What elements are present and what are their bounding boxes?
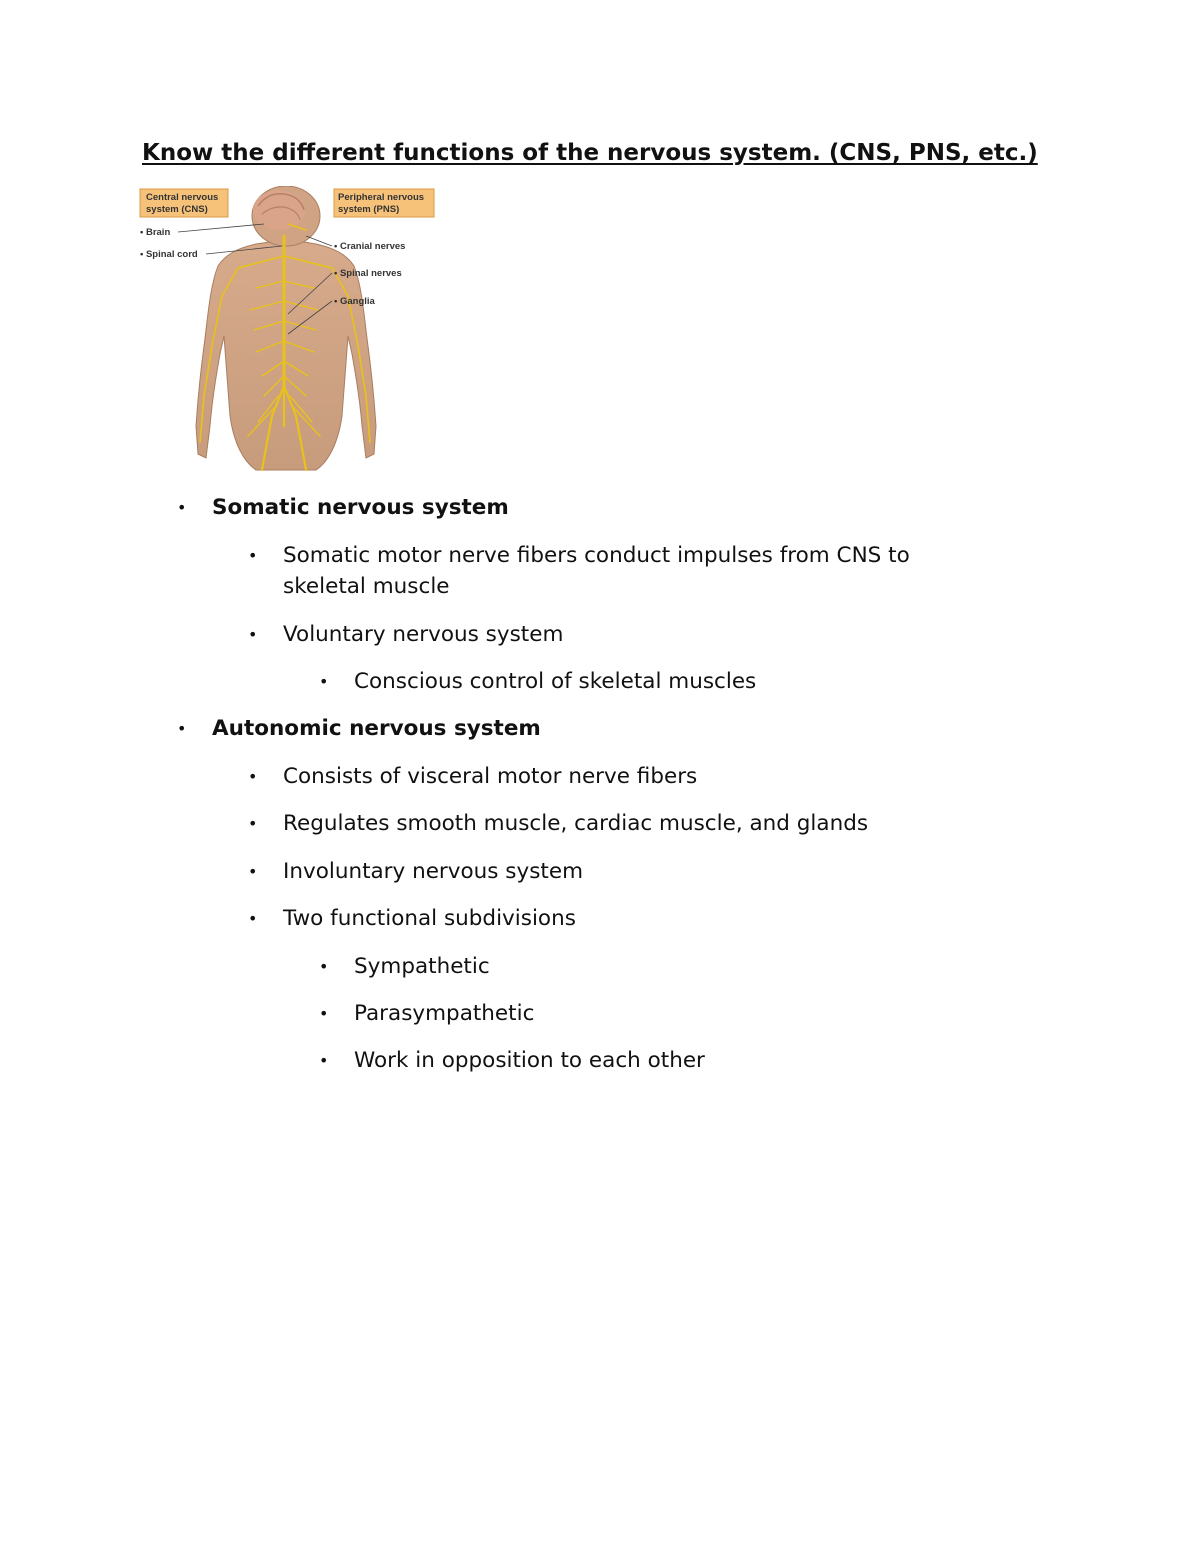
list-item bbox=[248, 856, 584, 887]
bullet: • bbox=[248, 625, 258, 644]
autonomic-point-2: Regulates smooth muscle, cardiac muscle, and glands bbox=[283, 811, 869, 836]
list-item-continuation bbox=[283, 571, 450, 602]
list-item bbox=[248, 619, 564, 650]
list-item bbox=[248, 903, 576, 934]
bullet: • bbox=[319, 672, 329, 691]
somatic-heading-item bbox=[177, 492, 509, 523]
autonomic-point-1: Consists of visceral motor nerve fibers bbox=[283, 764, 698, 789]
autonomic-sub-3: Work in opposition to each other bbox=[354, 1048, 705, 1073]
autonomic-title: Autonomic nervous system bbox=[212, 716, 541, 741]
somatic-title: Somatic nervous system bbox=[212, 495, 509, 520]
cns-box-line-1: Central nervous bbox=[146, 192, 219, 203]
bullet: • bbox=[248, 814, 258, 833]
somatic-point-1-line-1: Somatic motor nerve fibers conduct impulses from CNS to bbox=[283, 543, 910, 568]
bullet: • bbox=[177, 498, 187, 517]
autonomic-point-3: Involuntary nervous system bbox=[283, 859, 584, 884]
autonomic-heading-item bbox=[177, 713, 541, 744]
bullet: • bbox=[177, 719, 187, 738]
bullet: • bbox=[248, 546, 258, 565]
list-item bbox=[319, 1045, 705, 1076]
list-item bbox=[319, 951, 490, 982]
somatic-point-2: Voluntary nervous system bbox=[283, 622, 564, 647]
label-brain: • Brain bbox=[140, 227, 171, 238]
nervous-system-diagram bbox=[138, 186, 438, 474]
pns-box-line-1: Peripheral nervous bbox=[338, 192, 425, 203]
label-ganglia: • Ganglia bbox=[334, 296, 375, 307]
somatic-point-1-line-2: skeletal muscle bbox=[283, 574, 450, 599]
bullet: • bbox=[248, 862, 258, 881]
list-item bbox=[248, 808, 869, 839]
bullet: • bbox=[248, 767, 258, 786]
body-illustration bbox=[196, 186, 376, 470]
bullet: • bbox=[319, 1004, 329, 1023]
list-item bbox=[248, 761, 698, 792]
label-cranial-nerves: • Cranial nerves bbox=[334, 241, 406, 252]
somatic-sub-1: Conscious control of skeletal muscles bbox=[354, 669, 757, 694]
label-spinal-cord: • Spinal cord bbox=[140, 249, 198, 260]
bullet: • bbox=[248, 909, 258, 928]
list-item bbox=[248, 540, 910, 571]
page-heading: Know the different functions of the nervous system. (CNS, PNS, etc.) bbox=[142, 140, 1038, 166]
list-item bbox=[319, 998, 535, 1029]
bullet: • bbox=[319, 1051, 329, 1070]
bullet: • bbox=[319, 957, 329, 976]
label-spinal-nerves: • Spinal nerves bbox=[334, 268, 402, 279]
pns-box-line-2: system (PNS) bbox=[338, 204, 400, 215]
autonomic-sub-2: Parasympathetic bbox=[354, 1001, 535, 1026]
cns-box-line-2: system (CNS) bbox=[146, 204, 208, 215]
list-item bbox=[319, 666, 757, 697]
leader-brain bbox=[178, 224, 264, 232]
autonomic-point-4: Two functional subdivisions bbox=[283, 906, 576, 931]
autonomic-sub-1: Sympathetic bbox=[354, 954, 490, 979]
